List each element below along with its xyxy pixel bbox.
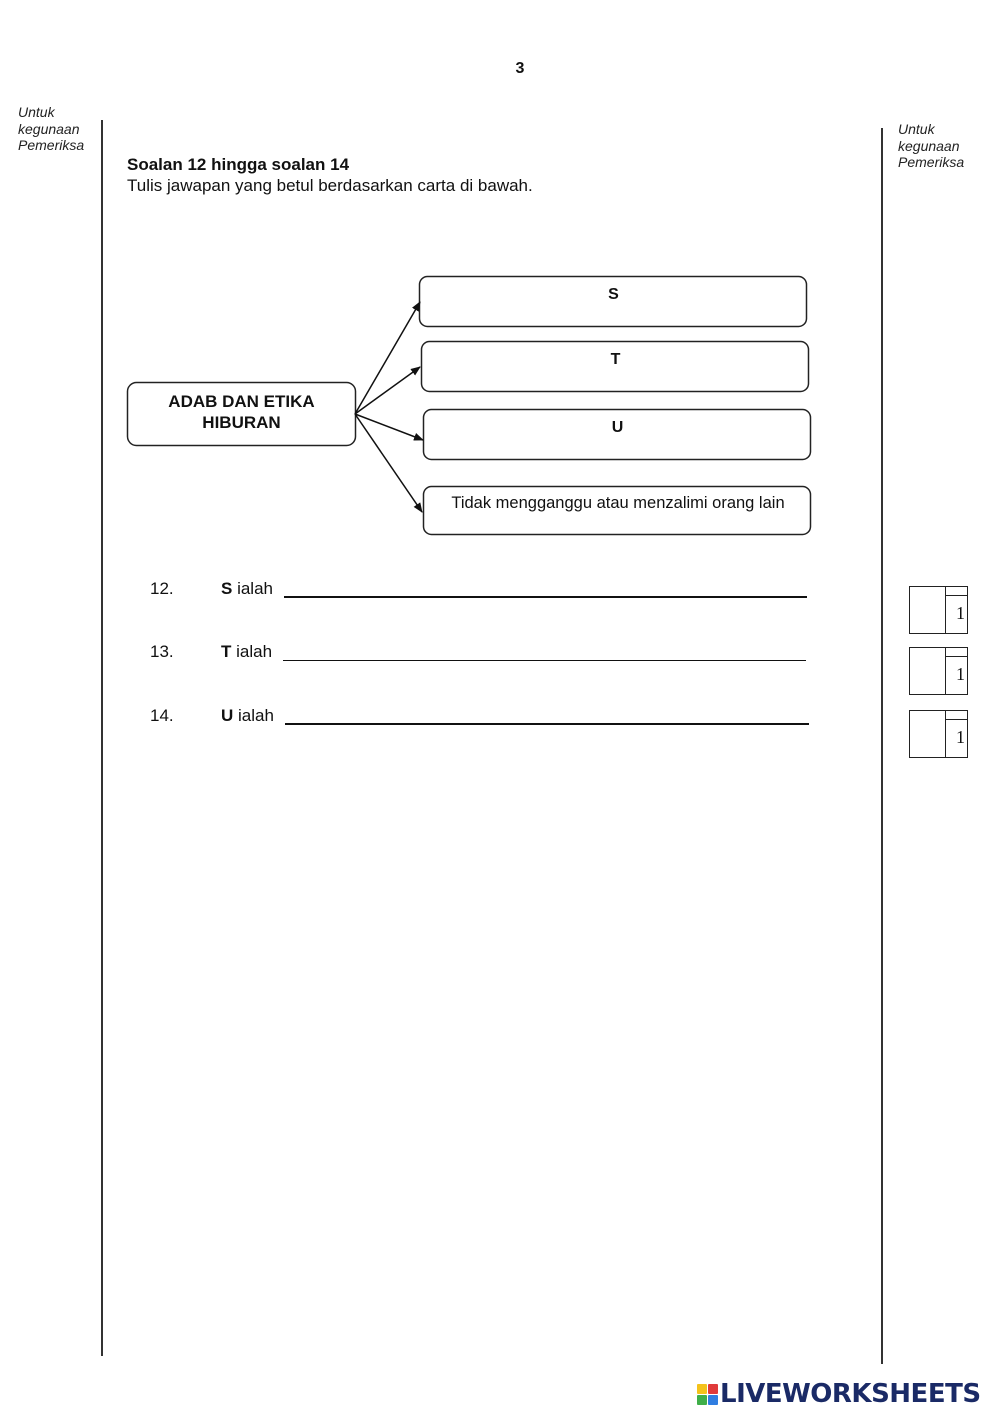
main-topic-label <box>128 391 355 433</box>
examiner-note-line: Pemeriksa <box>898 154 965 170</box>
mark-box <box>909 647 968 695</box>
logo-square <box>708 1384 718 1394</box>
question-prompt <box>221 642 272 662</box>
mark-value: 1 <box>956 664 965 684</box>
branch-label-last: Tidak mengganggu atau menzalimi orang lain <box>451 494 785 512</box>
page-number: 3 <box>515 60 525 77</box>
mark-box-rule <box>945 595 967 596</box>
logo-square <box>708 1395 718 1405</box>
logo-square <box>697 1395 707 1405</box>
branch-label-u: U <box>611 419 624 436</box>
examiner-note-line: kegunaan <box>18 120 80 137</box>
mark-box-rule <box>945 656 967 657</box>
branch-label-s: S <box>608 286 619 303</box>
mark-box-divider <box>945 711 946 757</box>
examiner-note-line: Untuk <box>898 121 935 137</box>
examiner-note-line: Pemeriksa <box>18 137 85 153</box>
logo-icon <box>697 1384 718 1405</box>
logo-square <box>697 1384 707 1394</box>
mark-box <box>909 586 968 634</box>
question-number: 13. <box>150 642 174 661</box>
question-text: ialah <box>232 579 273 598</box>
liveworksheets-logo[interactable] <box>697 1379 981 1409</box>
examiner-note-line: kegunaan <box>898 137 960 154</box>
arrow-to-s <box>355 302 420 414</box>
arrow-to-t <box>355 367 420 414</box>
question-text: ialah <box>231 642 273 661</box>
answer-line-12[interactable] <box>284 596 807 598</box>
question-text: ialah <box>233 706 274 725</box>
arrow-to-last <box>355 414 422 512</box>
branch-label-t: T <box>610 351 621 368</box>
mark-value: 1 <box>956 603 965 623</box>
mark-box-rule <box>945 719 967 720</box>
question-letter: U <box>221 706 234 725</box>
mark-box-divider <box>945 587 946 633</box>
question-prompt <box>221 579 273 599</box>
question-letter: S <box>221 579 233 598</box>
section-instruction: Tulis jawapan yang betul berdasarkan carta di bawah. <box>127 176 533 195</box>
answer-line-13[interactable] <box>283 660 806 661</box>
question-prompt <box>221 706 274 726</box>
examiner-note-line: Untuk <box>18 104 55 120</box>
mark-box-divider <box>945 648 946 694</box>
main-topic-line2: HIBURAN <box>202 413 281 432</box>
main-topic-line1: ADAB DAN ETIKA <box>168 392 315 411</box>
mark-box <box>909 710 968 758</box>
answer-line-14[interactable] <box>285 723 809 725</box>
logo-text: LIVEWORKSHEETS <box>720 1379 981 1409</box>
question-letter: T <box>221 642 232 661</box>
question-number: 14. <box>150 706 174 725</box>
mark-value: 1 <box>956 727 965 747</box>
arrow-to-u <box>355 414 423 440</box>
section-title: Soalan 12 hingga soalan 14 <box>127 155 350 174</box>
question-number: 12. <box>150 579 174 598</box>
